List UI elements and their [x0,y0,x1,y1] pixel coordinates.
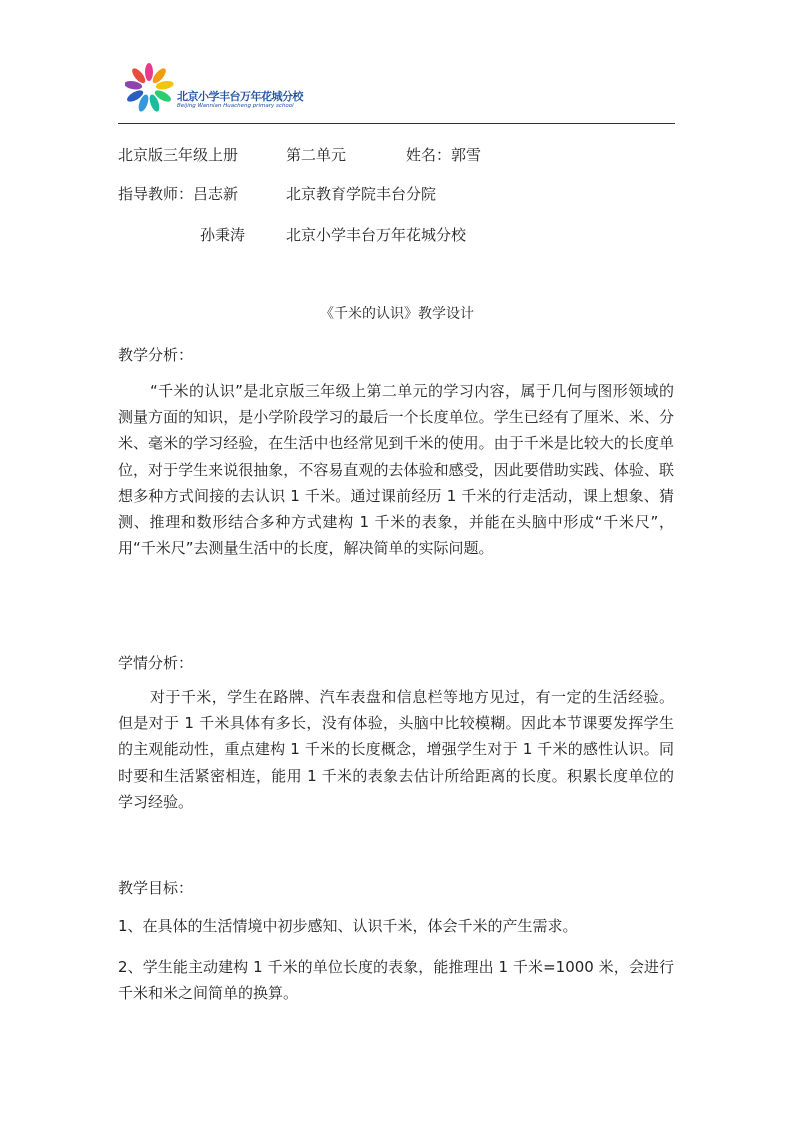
analysis-paragraph: “千米的认识”是北京版三年级上第二单元的学习内容，属于几何与图形领域的测量方面的知识，是小学阶段学习的最后一个长度单位。学生已经有了厘米、米、分米、毫米的学习经验，在生活中也经常见到千米的使用。由于千米是比较大的长度单位，对于学生来说很抽象，不容易直观的去体验和感受，因此要借助实践、体验、联想多种方式间接的去认识 1 千米。通过课前经历 1 千米的行走活动，课上想象、猜测、推理和数形结合多种方式建构 1 千米的表象，并能在头脑中形成“千米尺”，用“千米尺”去测量生活中的长度，解决简单的实际问题。 [118,382,674,558]
advisor2-name: 孙秉涛 [200,226,246,244]
analysis-heading: 教学分析： [118,346,194,364]
advisor2-org: 北京小学丰台万年花城分校 [286,226,467,244]
document-title: 《千米的认识》教学设计 [320,306,474,322]
school-logo [125,58,325,120]
student-analysis-heading: 学情分析： [118,654,194,672]
logo-school-name: 北京小学丰台万年花城分校 [177,90,303,103]
grade-label: 北京版三年级上册 [118,146,239,164]
goal-item-1: 1、在具体的生活情境中初步感知、认识千米，体会千米的产生需求。 [118,917,578,935]
advisor-org: 北京教育学院丰台分院 [286,185,437,203]
goal-item-2: 2、学生能主动建构 1 千米的单位长度的表象，能推理出 1 千米=1000 米，会进行千米和米之间简单的换算。 [118,958,674,1003]
header-divider [118,123,675,124]
advisor-name: 指导教师：吕志新 [118,185,239,203]
author-name: 姓名：郭雪 [406,146,482,164]
goals-heading: 教学目标： [118,879,194,897]
unit-label: 第二单元 [286,146,347,164]
student-analysis-paragraph: 对于千米，学生在路牌、汽车表盘和信息栏等地方见过，有一定的生活经验。但是对于 1 千米具体有多长，没有体验，头脑中比较模糊。因此本节课要发挥学生的主观能动性，重点建构 1 千米的长度概念，增强学生对于 1 千米的感性认识。同时要和生活紧密相连，能用 1 千米的表象去估计所给距离的长度。积累长度单位的学习经验。 [118,688,674,811]
logo-school-name-en: Beijing Wannian Huacheng primary school [177,103,294,109]
flower-logo-icon [125,58,177,120]
